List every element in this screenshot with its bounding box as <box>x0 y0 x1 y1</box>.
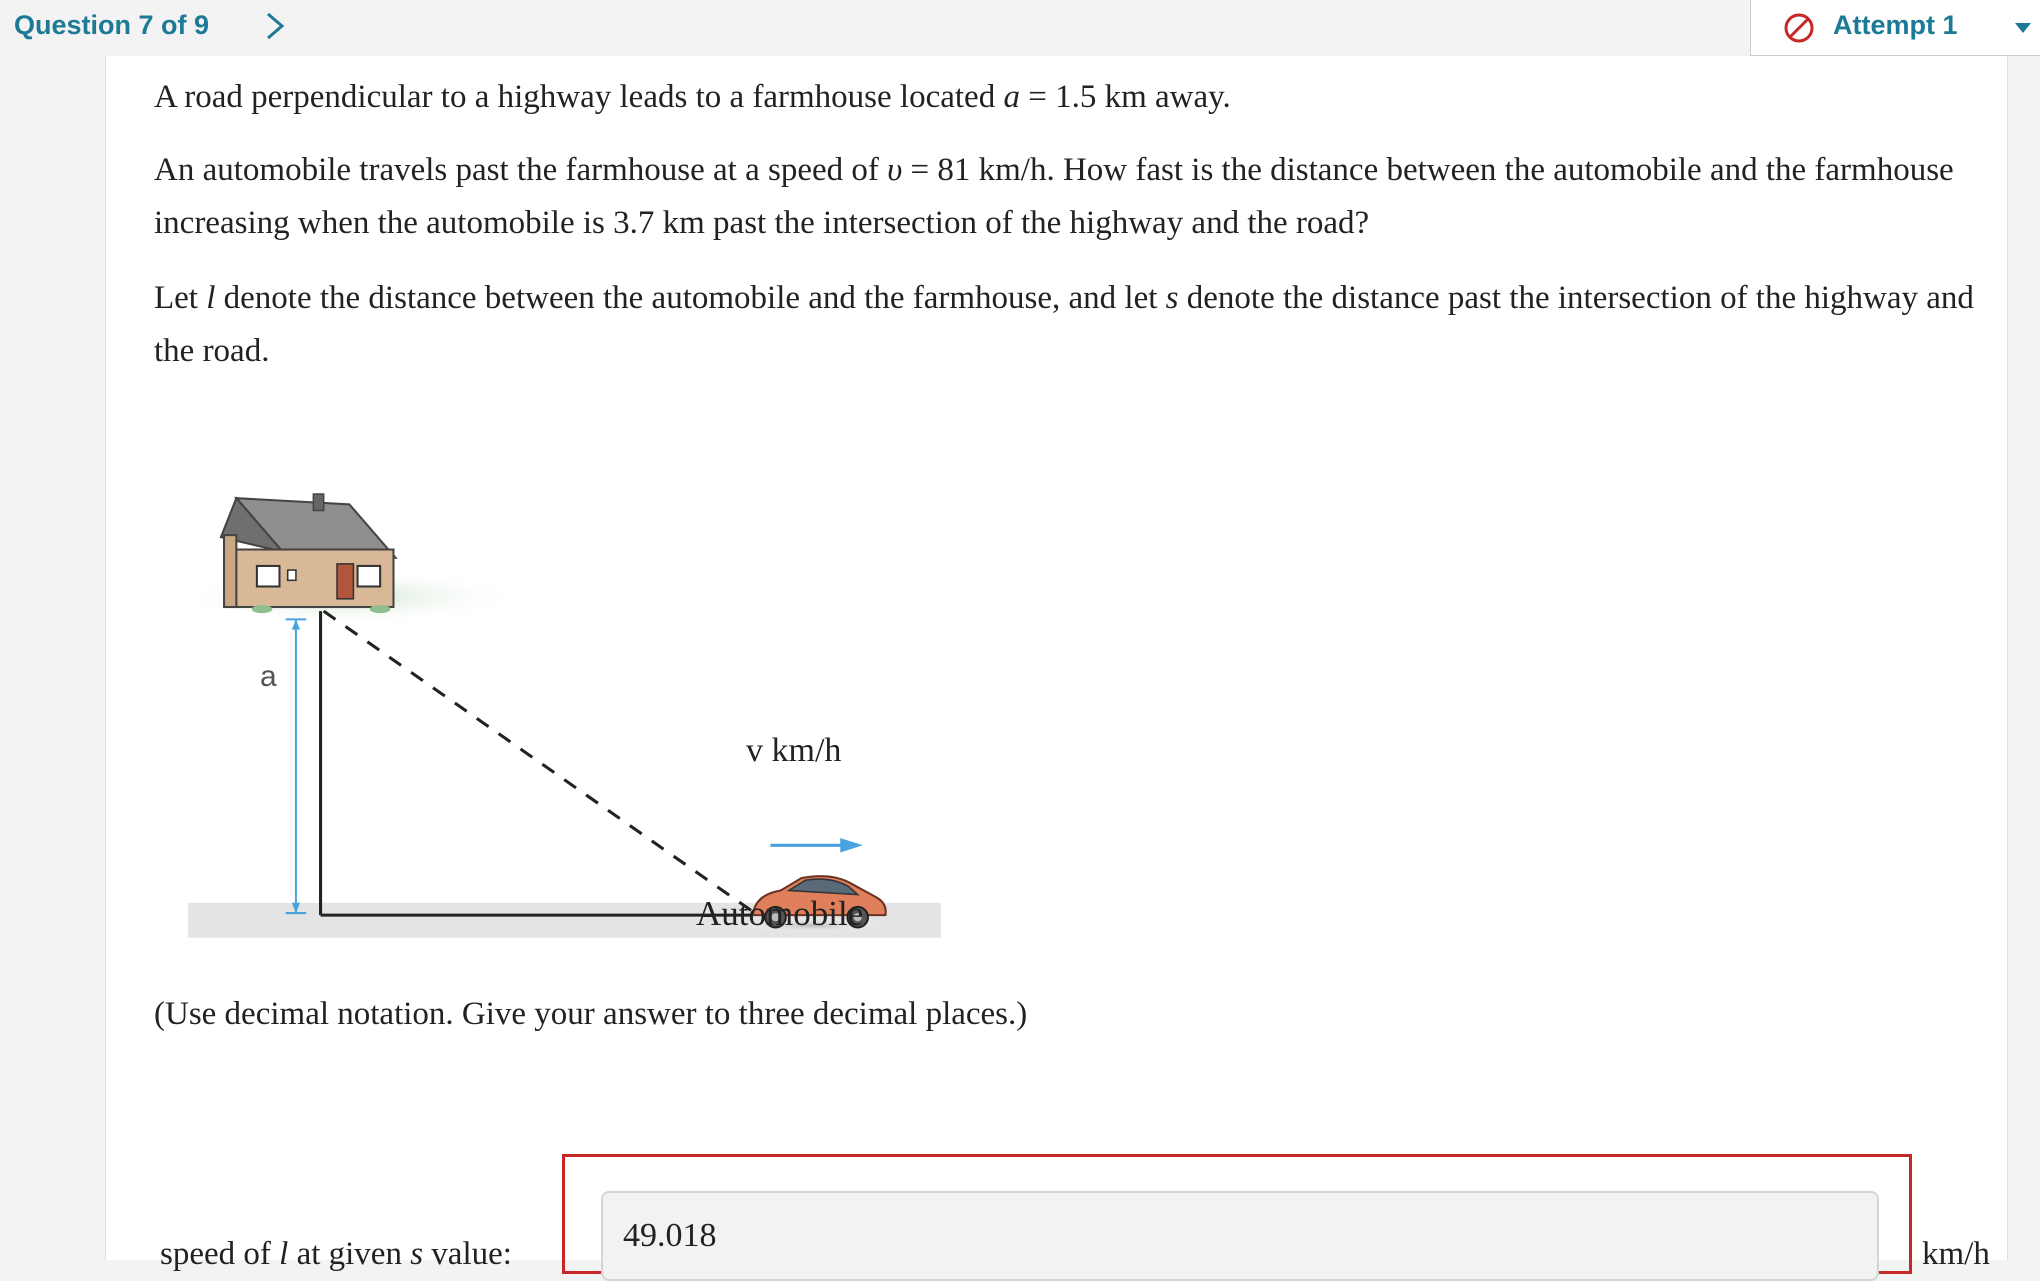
figure-label-a: a <box>260 660 277 693</box>
answer-input[interactable] <box>601 1191 1879 1281</box>
top-bar <box>0 0 2040 56</box>
problem-paragraph-3: Let l denote the distance between the automobile and the farmhouse, and let s denote the distance past the intersection of the highway and the road. <box>154 280 1974 369</box>
next-question-button[interactable] <box>258 6 292 46</box>
attempt-selector[interactable] <box>1750 0 2040 56</box>
problem-paragraph-1: A road perpendicular to a highway leads to a farmhouse located a = 1.5 km away. <box>154 79 1231 115</box>
figure-label-automobile: Automobile <box>696 894 864 933</box>
no-entry-icon <box>1783 12 1815 44</box>
attempt-label: Attempt 1 <box>1833 10 1958 40</box>
chevron-right-icon <box>258 6 292 46</box>
answer-error-frame <box>562 1154 1912 1274</box>
answer-unit: km/h <box>1922 1236 1990 1272</box>
instruction-text: (Use decimal notation. Give your answer to three decimal places.) <box>154 996 1028 1032</box>
figure-label-speed: v km/h <box>746 732 842 769</box>
caret-down-icon[interactable] <box>2013 20 2033 36</box>
velocity-arrow <box>770 838 862 852</box>
problem-paragraph-2: An automobile travels past the farmhouse at a speed of υ = 81 km/h. How fast is the distance between the automobile and the farmhouse increasing when the automobile is 3.7 km past the intersection of the highway and the road? <box>154 152 1954 241</box>
question-counter: Question 7 of 9 <box>14 10 210 40</box>
farmhouse-icon <box>221 494 396 613</box>
distance-a-indicator <box>286 619 307 913</box>
answer-label: speed of l at given s value: <box>160 1236 512 1272</box>
distance-l-line <box>324 611 752 911</box>
